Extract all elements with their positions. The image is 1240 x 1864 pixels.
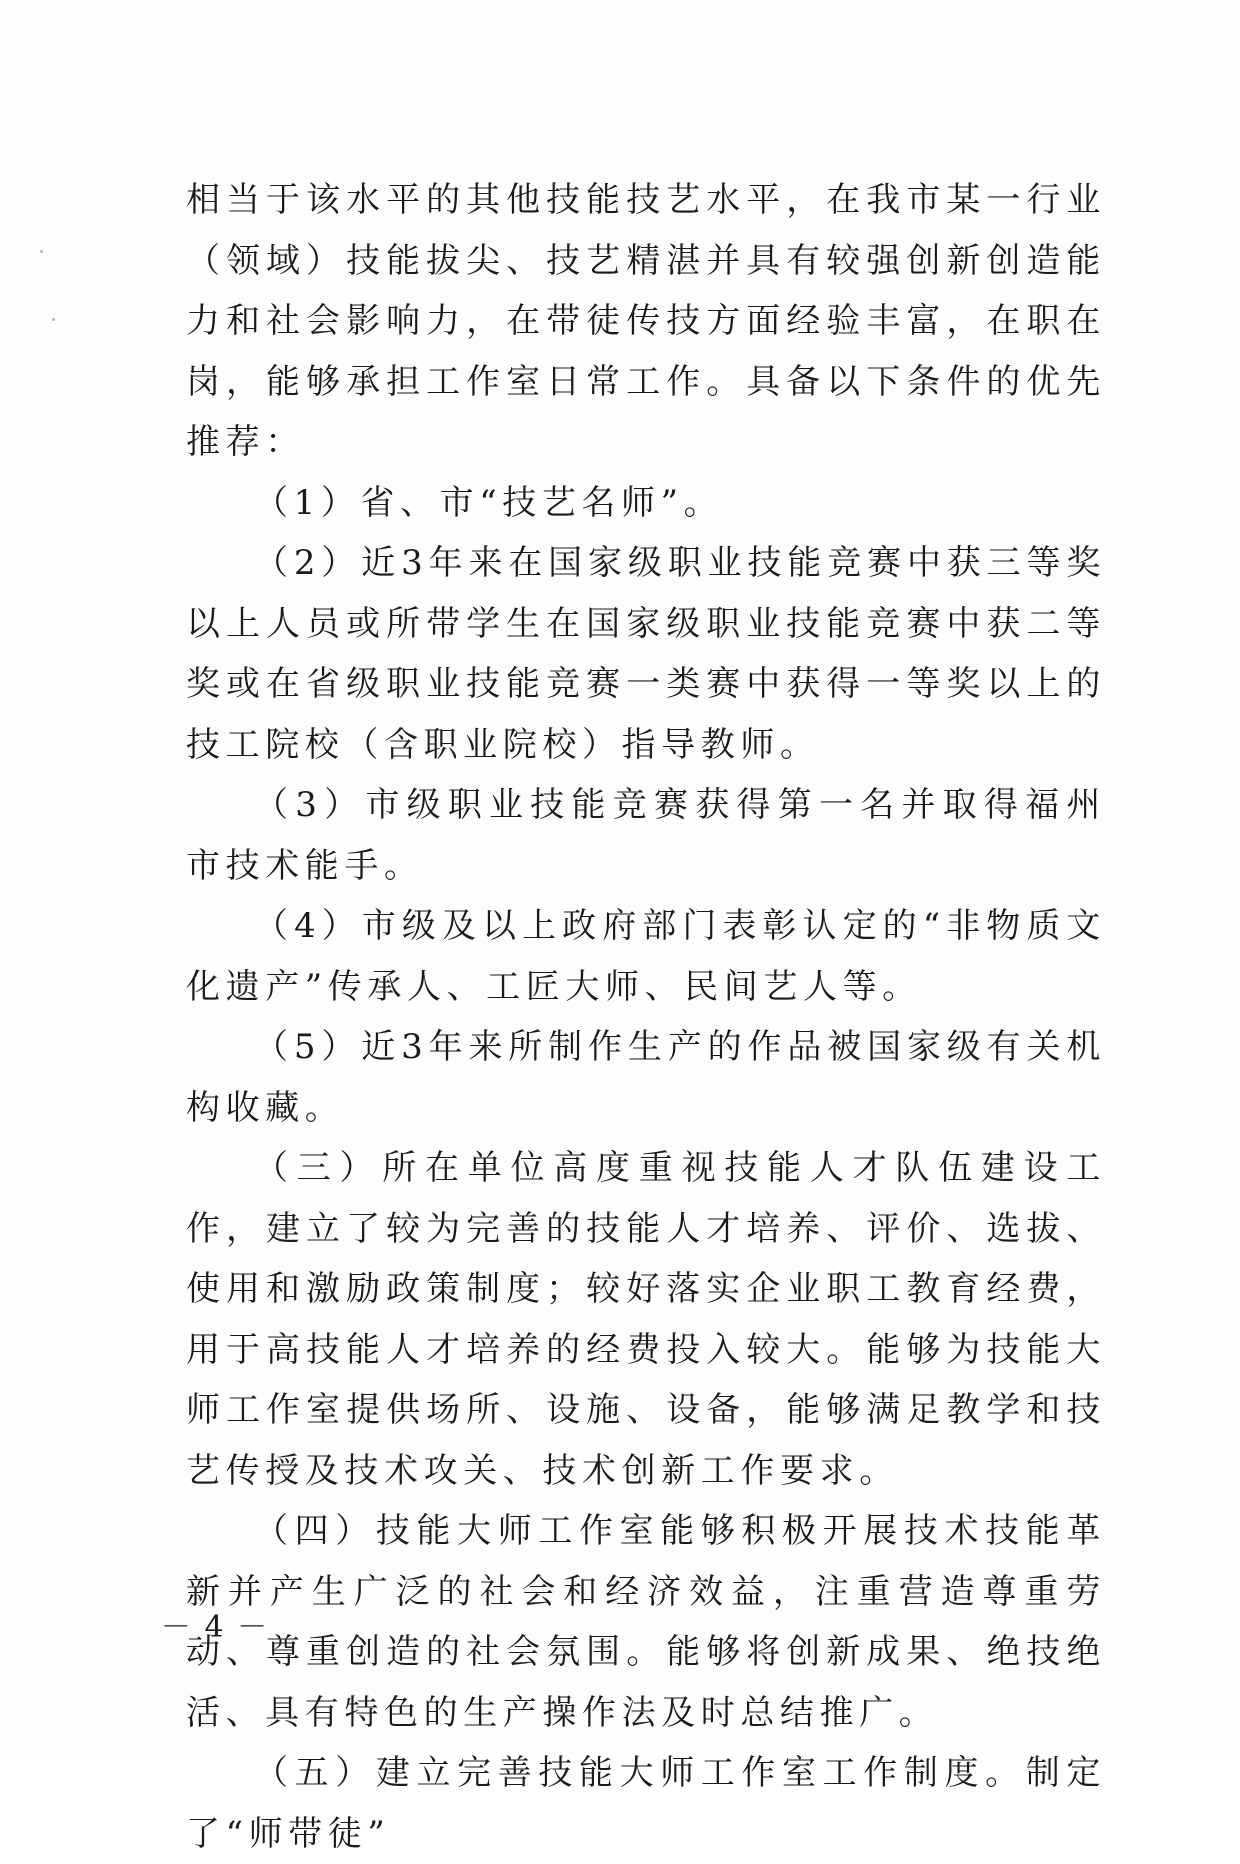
paragraph-continuation: 相当于该水平的其他技能技艺水平，在我市某一行业（领域）技能拔尖、技艺精湛并具有较强创新创造能力和社会影响力，在带徒传技方面经验丰富，在职在岗，能够承担工作室日常工作。具备以下条件的优先推荐： <box>186 180 1106 462</box>
paragraph-item-1: （1）省、市“技艺名师”。 <box>254 482 724 523</box>
scan-speck <box>40 250 43 253</box>
paragraph-item-2: （2）近3年来在国家级职业技能竞赛中获三等奖以上人员或所带学生在国家级职业技能竞赛中获二等奖或在省级职业技能竞赛一类赛中获得一等奖以上的技工院校（含职业院校）指导教师。 <box>186 543 1106 765</box>
paragraph-item-5: （5）近3年来所制作生产的作品被国家级有关机构收藏。 <box>186 1027 1106 1128</box>
paragraph-section-4: （四）技能大师工作室能够积极开展技术技能革新并产生广泛的社会和经济效益，注重营造尊重劳动、尊重创造的社会氛围。能够将创新成果、绝技绝活、具有特色的生产操作法及时总结推广。 <box>186 1511 1106 1733</box>
scan-speck <box>52 318 55 321</box>
paragraph-section-3: （三）所在单位高度重视技能人才队伍建设工作，建立了较为完善的技能人才培养、评价、选拔、使用和激励政策制度；较好落实企业职工教育经费，用于高技能人才培养的经费投入较大。能够为技能大师工作室提供场所、设施、设备，能够满足教学和技艺传授及技术攻关、技术创新工作要求。 <box>186 1148 1106 1491</box>
paragraph-item-3: （3）市级职业技能竞赛获得第一名并取得福州市技术能手。 <box>186 785 1106 886</box>
paragraph-item-4: （4）市级及以上政府部门表彰认定的“非物质文化遗产”传承人、工匠大师、民间艺人等。 <box>186 906 1106 1007</box>
paragraph-section-5: （五）建立完善技能大师工作室工作制度。制定了“师带徒” <box>186 1753 1106 1854</box>
page-number: － 4 － <box>160 1610 270 1645</box>
